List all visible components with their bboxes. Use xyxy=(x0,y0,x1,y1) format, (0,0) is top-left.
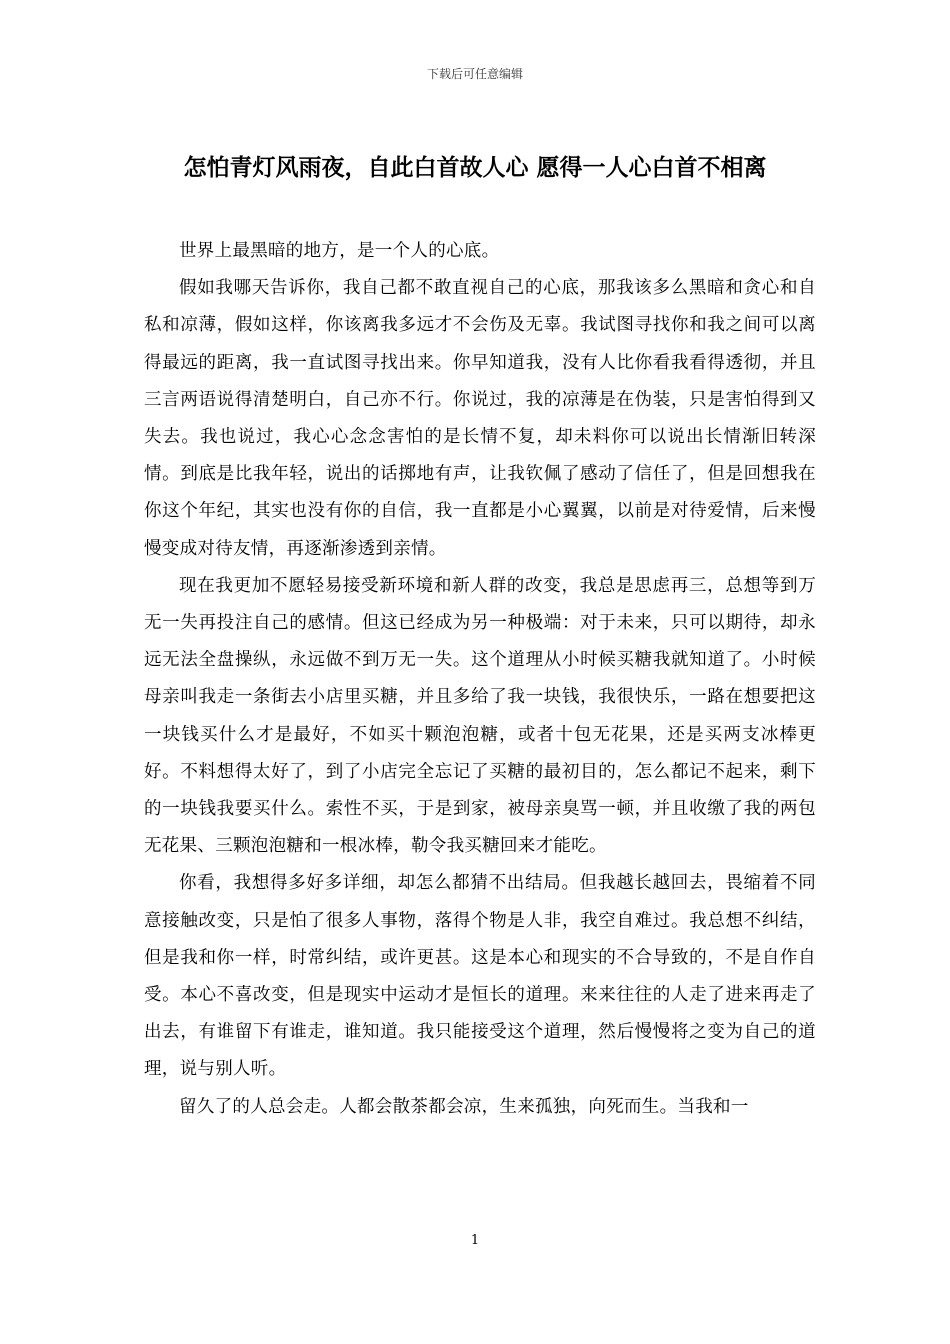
paragraph-2: 假如我哪天告诉你，我自己都不敢直视自己的心底，那我该多么黑暗和贪心和自私和凉薄，假如这样，你该离我多远才不会伤及无辜。我试图寻找你和我之间可以离得最远的距离，我一直试图寻找出来。你早知道我，没有人比你看我看得透彻，并且三言两语说得清楚明白，自己亦不行。你说过，我的凉薄是在伪装，只是害怕得到又失去。我也说过，我心心念念害怕的是长情不复，却未料你可以说出长情渐旧转深情。到底是比我年轻，说出的话掷地有声，让我钦佩了感动了信任了，但是回想我在你这个年纪，其实也没有你的自信，我一直都是小心翼翼，以前是对待爱情，后来慢慢变成对待友情，再逐渐渗透到亲情。 xyxy=(144,278,816,559)
paragraph-4: 你看，我想得多好多详细，却怎么都猜不出结局。但我越长越回去，畏缩着不同意接触改变，只是怕了很多人事物，落得个物是人非，我空自难过。我总想不纠结，但是我和你一样，时常纠结，或许更甚。这是本心和现实的不合导致的，不是自作自受。本心不喜改变，但是现实中运动才是恒长的道理。来来往往的人走了进来再走了出去，有谁留下有谁走，谁知道。我只能接受这个道理，然后慢慢将之变为自己的道理，说与别人听。 xyxy=(144,873,816,1080)
page-number: 1 xyxy=(470,1233,480,1248)
page-header: 下载后可任意编辑 xyxy=(426,67,523,81)
document-title: 怎怕青灯风雨夜，自此白首故人心 愿得一人心白首不相离 xyxy=(183,154,767,181)
paragraph-1: 世界上最黑暗的地方，是一个人的心底。 xyxy=(179,241,500,261)
document-body xyxy=(144,233,816,1126)
paragraph-5: 留久了的人总会走。人都会散茶都会凉，生来孤独，向死而生。当我和一 xyxy=(179,1096,749,1117)
paragraph-3: 现在我更加不愿轻易接受新环境和新人群的改变，我总是思虑再三，总想等到万无一失再投注自己的感情。但这已经成为另一种极端：对于未来，只可以期待，却永远无法全盘操纵，永远做不到万无一失。这个道理从小时候买糖我就知道了。小时候母亲叫我走一条街去小店里买糖，并且多给了我一块钱，我很快乐，一路在想要把这一块钱买什么才是最好，不如买十颗泡泡糖，或者十包无花果，还是买两支冰棒更好。不料想得太好了，到了小店完全忘记了买糖的最初目的，怎么都记不起来，剩下的一块钱我要买什么。索性不买，于是到家，被母亲臭骂一顿，并且收缴了我的两包无花果、三颗泡泡糖和一根冰棒，勒令我买糖回来才能吃。 xyxy=(144,575,816,857)
